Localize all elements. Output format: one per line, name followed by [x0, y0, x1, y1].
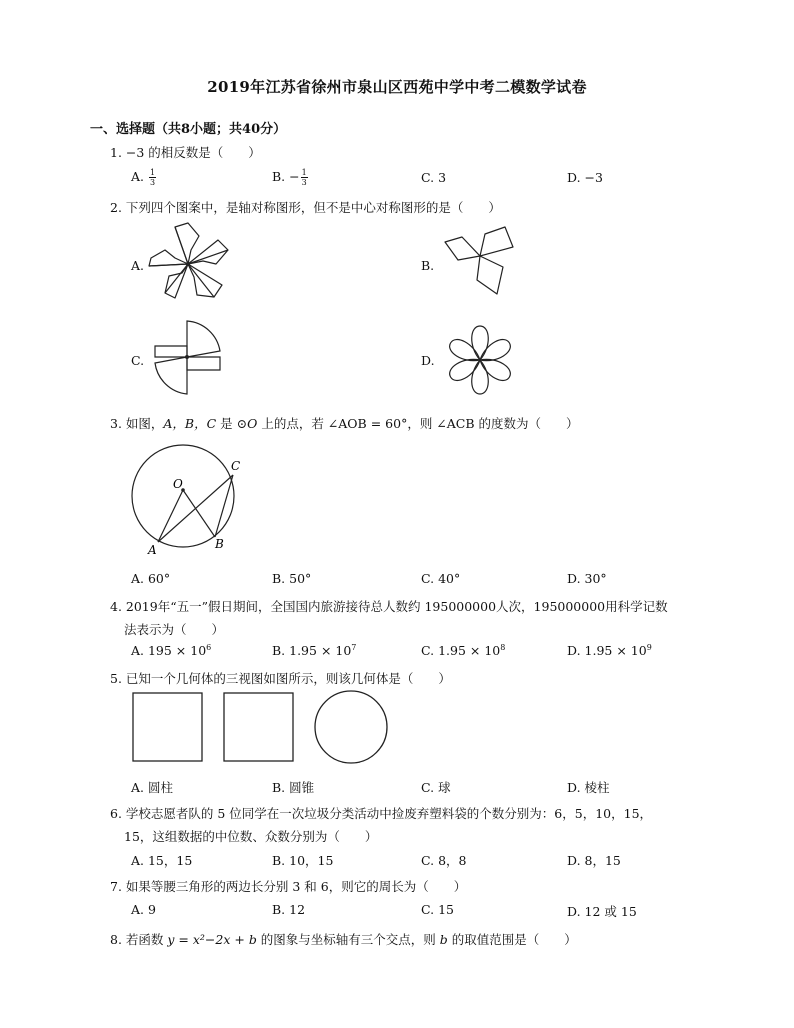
q1-a-fraction — [149, 168, 156, 187]
q3-label-b: B — [215, 537, 224, 551]
q7-option-b[interactable]: B. 12 — [272, 902, 306, 917]
page-title: 2019年江苏省徐州市泉山区西苑中学中考二模数学试卷 — [207, 78, 587, 96]
q4-c-exp: 8 — [500, 643, 506, 652]
q5-stem: 5. 已知一个几何体的三视图如图所示，则该几何体是（ ） — [110, 671, 451, 686]
q6-stem-line1: 6. 学校志愿者队的 5 位同学在一次垃圾分类活动中捡废弃塑料袋的个数分别为：6，5，10，15， — [110, 806, 653, 821]
q5-three-views-figure — [130, 690, 395, 770]
q4-option-a[interactable] — [131, 643, 211, 658]
q1-b-numerator: 1 — [301, 168, 307, 177]
q3-label-c: C — [231, 459, 241, 473]
q4-stem-line2: 法表示为（ ） — [124, 622, 225, 637]
q4-d-exp: 9 — [646, 643, 652, 652]
q3-option-d[interactable]: D. 30° — [567, 571, 607, 586]
q3-stem-vars: A，B，C — [163, 416, 217, 431]
q4-c-base: C. 1.95 × 10 — [421, 643, 501, 659]
section-heading: 一、选择题（共8小题；共40分） — [90, 122, 287, 137]
q4-d-base: D. 1.95 × 10 — [567, 643, 647, 659]
q5-front-view-square — [133, 693, 202, 761]
q1-stem: 1. −3 的相反数是（ ） — [110, 145, 261, 160]
q2-figure-b-three-rhombi — [440, 222, 530, 302]
q1-option-c[interactable]: C. 3 — [421, 170, 447, 185]
q4-b-exp: 7 — [351, 643, 357, 652]
q4-option-d[interactable] — [567, 643, 652, 658]
q1-option-d[interactable]: D. −3 — [567, 170, 603, 185]
q6-option-a[interactable]: A. 15，15 — [131, 853, 193, 868]
q4-a-base: A. 195 × 10 — [131, 643, 207, 659]
q7-option-a[interactable]: A. 9 — [131, 902, 156, 917]
q5-option-c[interactable]: C. 球 — [421, 780, 451, 795]
q6-stem-line2: 15，这组数据的中位数、众数分别为（ ） — [124, 829, 378, 844]
q3-option-b[interactable]: B. 50° — [272, 571, 312, 586]
q4-option-b[interactable] — [272, 643, 356, 658]
q3-stem — [110, 414, 579, 432]
q5-side-view-square — [224, 693, 293, 761]
q2-figure-d-flower — [440, 322, 520, 398]
q2-figure-a-pinwheel-star — [145, 220, 235, 305]
q8-var-b: b — [439, 932, 448, 947]
q4-option-c[interactable] — [421, 643, 505, 658]
q1-a-prefix: A. — [131, 169, 145, 184]
q8-stem — [110, 930, 577, 948]
q7-option-c[interactable]: C. 15 — [421, 902, 454, 917]
q3-stem-rest: 上的点，若 ∠AOB = 60°，则 ∠ACB 的度数为（ ） — [257, 416, 579, 431]
q4-stem-line1: 4. 2019年“五一”假日期间，全国国内旅游接待总人数约 195000000人次，195000000用科学记数 — [110, 599, 668, 614]
q3-circle-figure — [125, 440, 255, 560]
q8-stem-rest: 的图象与坐标轴有三个交点，则 — [256, 932, 440, 947]
q1-b-denominator: 3 — [301, 178, 307, 187]
q5-option-d[interactable]: D. 棱柱 — [567, 780, 610, 795]
q1-option-a[interactable] — [131, 168, 157, 187]
q5-top-view-circle — [315, 691, 387, 763]
q2-figure-c-pinwheel — [150, 318, 225, 398]
q3-stem-mid: 是 ⊙ — [216, 416, 248, 431]
q3-option-a[interactable]: A. 60° — [131, 571, 171, 586]
q1-b-prefix: B. − — [272, 169, 300, 184]
q4-b-base: B. 1.95 × 10 — [272, 643, 352, 659]
q1-a-denominator: 3 — [150, 178, 156, 187]
q6-option-c[interactable]: C. 8，8 — [421, 853, 467, 868]
q6-option-b[interactable]: B. 10，15 — [272, 853, 334, 868]
q5-option-a[interactable]: A. 圆柱 — [131, 780, 173, 795]
q8-stem-end: 的取值范围是（ ） — [447, 932, 577, 947]
q2-stem: 2. 下列四个图案中，是轴对称图形，但不是中心对称图形的是（ ） — [110, 200, 501, 215]
q1-b-fraction — [301, 168, 308, 187]
q7-stem: 7. 如果等腰三角形的两边长分别 3 和 6，则它的周长为（ ） — [110, 879, 467, 894]
q2-option-a[interactable]: A. — [131, 258, 145, 273]
q3-label-a: A — [148, 543, 157, 557]
q8-stem-prefix: 8. 若函数 — [110, 932, 168, 947]
q6-option-d[interactable]: D. 8，15 — [567, 853, 621, 868]
q2-option-d[interactable]: D. — [421, 353, 435, 368]
q3-stem-o: O — [247, 416, 258, 431]
q2-option-c[interactable]: C. — [131, 353, 145, 368]
q1-a-numerator: 1 — [150, 168, 156, 177]
q4-a-exp: 6 — [206, 643, 212, 652]
q3-stem-prefix: 3. 如图， — [110, 416, 164, 431]
q8-formula: y = x²−2x + b — [167, 932, 257, 947]
q2-option-b[interactable]: B. — [421, 258, 435, 273]
q1-option-b[interactable] — [272, 168, 309, 187]
q3-label-o: O — [173, 477, 183, 491]
q7-option-d[interactable]: D. 12 或 15 — [567, 904, 637, 919]
q3-option-c[interactable]: C. 40° — [421, 571, 461, 586]
q5-option-b[interactable]: B. 圆锥 — [272, 780, 315, 795]
